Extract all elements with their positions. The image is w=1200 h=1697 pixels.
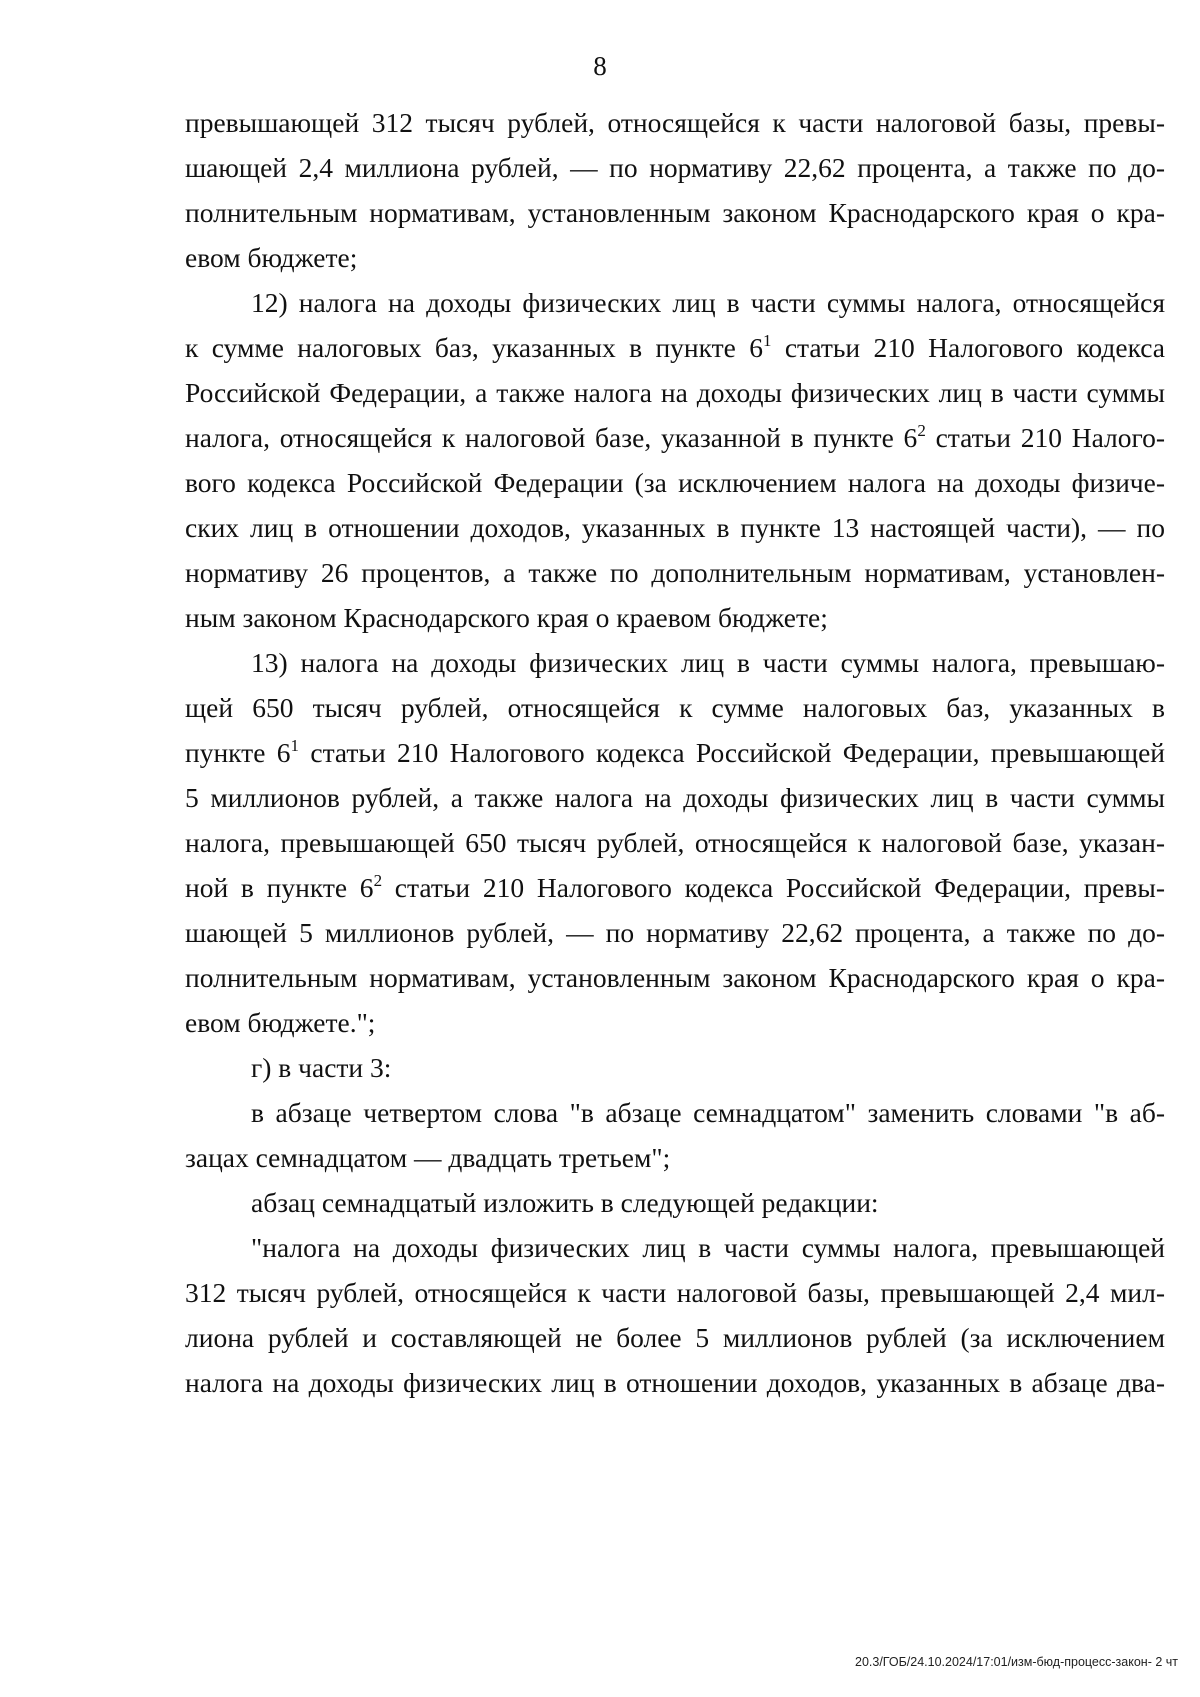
paragraph-item-13 — [185, 640, 1165, 1045]
text-line: Российской Федерации, а также налога на доходы физических лиц в части суммы — [185, 377, 1165, 408]
text-line: 5 миллионов рублей, а также налога на доходы физических лиц в части суммы — [185, 782, 1165, 813]
document-footer: 20.3/ГОБ/24.10.2024/17:01/изм-бюд-процесс-закон- 2 чт — [855, 1655, 1178, 1669]
text-line: превышающей 312 тысяч рублей, относящейся к части налоговой базы, превы- — [185, 107, 1165, 138]
text-line: евом бюджете."; — [185, 1007, 376, 1038]
text-line: лиона рублей и составляющей не более 5 миллионов рублей (за исключением — [185, 1322, 1165, 1353]
text-line: г) в части 3: — [251, 1052, 392, 1083]
superscript: 2 — [917, 421, 926, 440]
paragraph-amendment-4 — [185, 1090, 1165, 1180]
text-line: к сумме налоговых баз, указанных в пункте $6^1$ статьи 210 Налогового кодекса — [185, 331, 1166, 363]
text-line: "налога на доходы физических лиц в части суммы налога, превышающей — [251, 1232, 1165, 1263]
text-line: в абзаце четвертом слова "в абзаце семнадцатом" заменить словами "в аб- — [251, 1097, 1165, 1128]
text-line: полнительным нормативам, установленным законом Краснодарского края о кра- — [185, 197, 1165, 228]
text-line: налога, относящейся к налоговой базе, указанной в пункте $6^2$ статьи 210 Налого- — [185, 421, 1165, 453]
text-line: нормативу 26 процентов, а также по дополнительным нормативам, установлен- — [185, 557, 1165, 588]
text-line: зацах семнадцатом — двадцать третьем"; — [185, 1142, 671, 1173]
superscript: 2 — [373, 871, 383, 890]
document-body — [185, 100, 1165, 1405]
text-line: абзац семнадцатый изложить в следующей редакции: — [251, 1187, 879, 1218]
paragraph-continuation — [185, 100, 1165, 280]
text-line: ной в пункте $6^2$ статьи 210 Налогового кодекса Российской Федерации, превы- — [185, 871, 1165, 903]
text-line: полнительным нормативам, установленным законом Краснодарского края о кра- — [185, 962, 1165, 993]
paragraph-new-text — [185, 1225, 1165, 1405]
text-line: налога, превышающей 650 тысяч рублей, относящейся к налоговой базе, указан- — [185, 827, 1165, 858]
superscript: 1 — [762, 331, 772, 350]
text-line: щей 650 тысяч рублей, относящейся к сумме налоговых баз, указанных в — [185, 692, 1165, 723]
paragraph-item-12 — [185, 280, 1165, 640]
text-line: 13) налога на доходы физических лиц в части суммы налога, превышаю- — [251, 647, 1165, 678]
text-line: 12) налога на доходы физических лиц в части суммы налога, относящейся — [251, 287, 1165, 318]
text-line: ских лиц в отношении доходов, указанных в пункте 13 настоящей части), — по — [185, 512, 1165, 543]
text-line: шающей 2,4 миллиона рублей, — по нормативу 22,62 процента, а также по до- — [185, 152, 1165, 183]
text-line: пункте $6^1$ статьи 210 Налогового кодекса Российской Федерации, превышающей — [185, 736, 1166, 768]
paragraph-amendment-17 — [185, 1180, 1165, 1225]
text-line: налога на доходы физических лиц в отношении доходов, указанных в абзаце два- — [185, 1367, 1165, 1398]
text-line: евом бюджете; — [185, 242, 358, 273]
text-line: ным законом Краснодарского края о краевом бюджете; — [185, 602, 828, 633]
superscript: 1 — [290, 736, 300, 755]
text-line: вого кодекса Российской Федерации (за исключением налога на доходы физиче- — [185, 467, 1165, 498]
text-line: 312 тысяч рублей, относящейся к части налоговой базы, превышающей 2,4 мил- — [185, 1277, 1165, 1308]
paragraph-subitem-g — [185, 1045, 1165, 1090]
text-line: шающей 5 миллионов рублей, — по нормативу 22,62 процента, а также по до- — [185, 917, 1165, 948]
page-number: 8 — [593, 51, 607, 81]
